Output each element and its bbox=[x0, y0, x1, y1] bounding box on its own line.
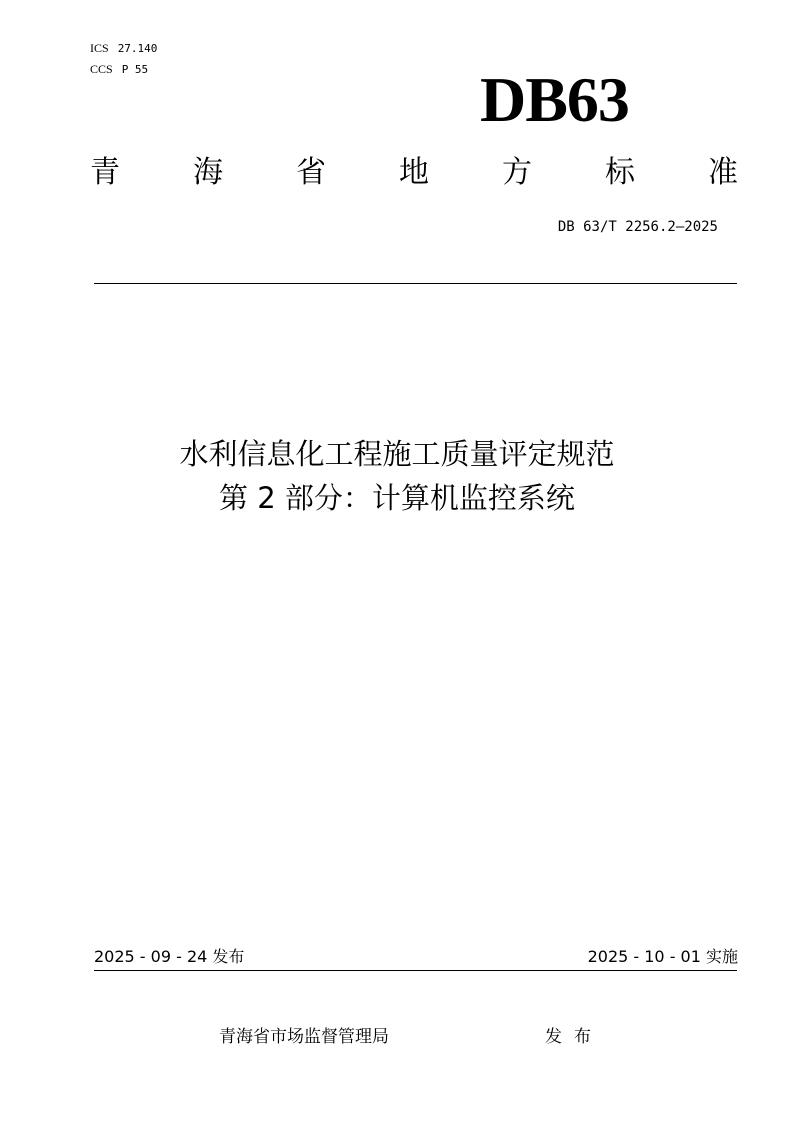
standard-type-heading bbox=[90, 150, 738, 196]
bottom-divider bbox=[94, 970, 737, 971]
ccs-row bbox=[90, 59, 157, 80]
ics-code: 27.140 bbox=[117, 42, 158, 55]
ics-row bbox=[90, 38, 157, 59]
publish-date: 2025 - 09 - 24 发布 bbox=[94, 947, 245, 966]
standard-type-char: 地 bbox=[399, 155, 429, 190]
document-title-line1: 水利信息化工程施工质量评定规范 bbox=[179, 437, 615, 471]
standard-type-char: 省 bbox=[296, 155, 326, 190]
ics-label: ICS bbox=[90, 41, 109, 55]
ccs-label: CCS bbox=[90, 62, 113, 76]
standard-type-char: 方 bbox=[502, 155, 532, 190]
standard-type-char: 标 bbox=[605, 155, 635, 190]
ccs-code: P 55 bbox=[121, 63, 149, 76]
issuer-name: 青海省市场监督管理局 bbox=[219, 1027, 389, 1047]
effective-date: 2025 - 10 - 01 实施 bbox=[587, 947, 738, 966]
standard-type-char: 海 bbox=[193, 155, 223, 190]
db-logo: DB63 bbox=[480, 64, 629, 135]
standard-type-char: 青 bbox=[90, 155, 120, 190]
issuer-action: 发布 bbox=[545, 1027, 603, 1047]
standard-number: DB 63/T 2256.2—2025 bbox=[557, 219, 718, 235]
classification-block bbox=[90, 38, 157, 80]
document-title-line2: 第 2 部分：计算机监控系统 bbox=[219, 481, 575, 515]
top-divider bbox=[94, 283, 737, 284]
standard-type-char: 准 bbox=[708, 155, 738, 190]
